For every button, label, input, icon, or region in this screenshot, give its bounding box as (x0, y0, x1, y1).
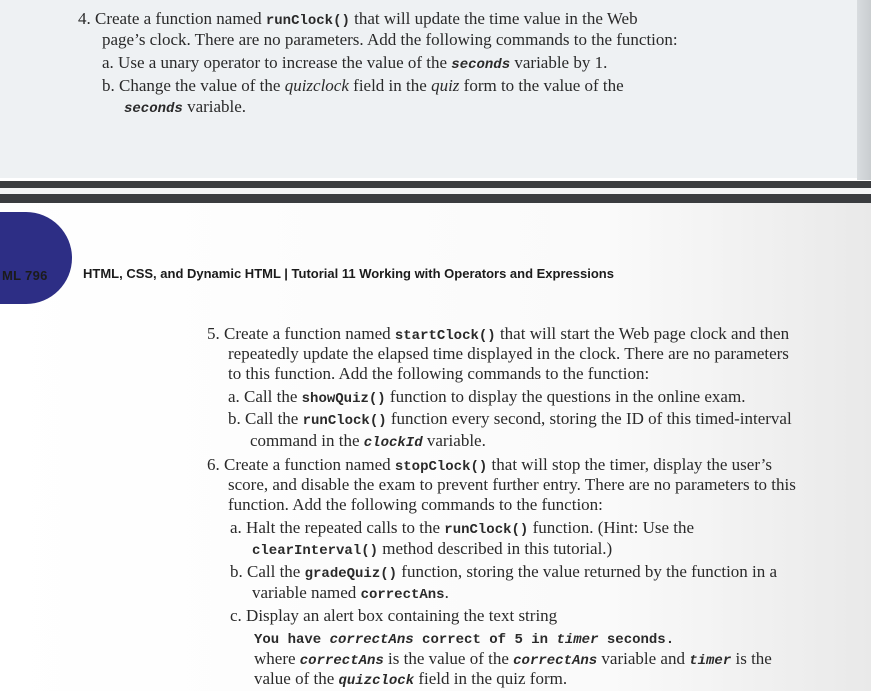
item-5-line-3: to this function. Add the following commands to the function: (228, 364, 650, 383)
item-6b-cont: variable named correctAns. (252, 583, 449, 603)
item-6b: b. Call the gradeQuiz() function, storing the value returned by the function in a (230, 562, 778, 582)
item-6c-where: where correctAns is the value of the correctAns variable and timer is the (254, 649, 772, 669)
code: startClock() (394, 328, 496, 344)
item-4b: b. Change the value of the quizclock field in the quiz form to the value of the (102, 76, 624, 95)
code: clearInterval() (252, 543, 379, 559)
item-6-line-3: function. Add the following commands to the function: (228, 495, 603, 514)
item-5b-cont: command in the clockId variable. (250, 431, 486, 451)
code: showQuiz() (301, 391, 386, 407)
sub-label: b. (230, 562, 243, 581)
page-number: ML 796 (2, 268, 48, 283)
sub-label: a. (228, 387, 240, 406)
item-5-line-1: 5. Create a function named startClock() that will start the Web page clock and then (207, 324, 790, 344)
bottom-page (0, 203, 871, 691)
item-6a-cont: clearInterval() method described in this tutorial.) (252, 539, 613, 559)
item-number: 4. (78, 9, 91, 28)
top-page (0, 0, 860, 178)
item-6-line-1: 6. Create a function named stopClock() that will stop the timer, display the user’s (207, 455, 772, 475)
code: gradeQuiz() (304, 566, 398, 582)
alert-string: You have correctAns correct of 5 in timer seconds. (254, 632, 675, 648)
sub-label: b. (102, 76, 115, 95)
code: seconds (451, 57, 511, 73)
sub-label: c. (230, 606, 242, 625)
sub-label: b. (228, 409, 241, 428)
item-number: 6. (207, 455, 220, 474)
code: runClock() (302, 413, 387, 429)
item-4b-cont: seconds variable. (124, 97, 247, 117)
top-page-spine (857, 0, 871, 180)
item-5-line-2: repeatedly update the elapsed time displayed in the clock. There are no parameters (228, 344, 789, 363)
sub-label: a. (102, 53, 114, 72)
code: seconds (124, 101, 183, 117)
item-number: 5. (207, 324, 220, 343)
item-4-line-2: page’s clock. There are no parameters. Add the following commands to the function: (102, 30, 678, 49)
item-5b: b. Call the runClock() function every second, storing the ID of this timed-interval (228, 409, 792, 429)
code: stopClock() (394, 459, 488, 475)
item-6a: a. Halt the repeated calls to the runClock() function. (Hint: Use the (230, 518, 695, 538)
item-6-line-2: score, and disable the exam to prevent further entry. There are no parameters to this (228, 475, 796, 494)
sub-label: a. (230, 518, 242, 537)
code: runClock() (444, 522, 529, 538)
item-5a: a. Call the showQuiz() function to display the questions in the online exam. (228, 387, 746, 407)
code: clockId (363, 435, 423, 451)
item-4-line-1: 4. Create a function named runClock() that will update the time value in the Web (78, 9, 638, 29)
page-divider-highlight (0, 188, 871, 194)
running-head: HTML, CSS, and Dynamic HTML | Tutorial 11 Working with Operators and Expressions (83, 266, 614, 281)
code: correctAns (360, 587, 445, 603)
item-6c-value: value of the quizclock field in the quiz form. (254, 669, 568, 689)
item-4a: a. Use a unary operator to increase the value of the seconds variable by 1. (102, 53, 608, 73)
page-tab (0, 212, 72, 304)
item-6c: c. Display an alert box containing the text string (230, 606, 558, 625)
code: runClock() (265, 13, 350, 29)
